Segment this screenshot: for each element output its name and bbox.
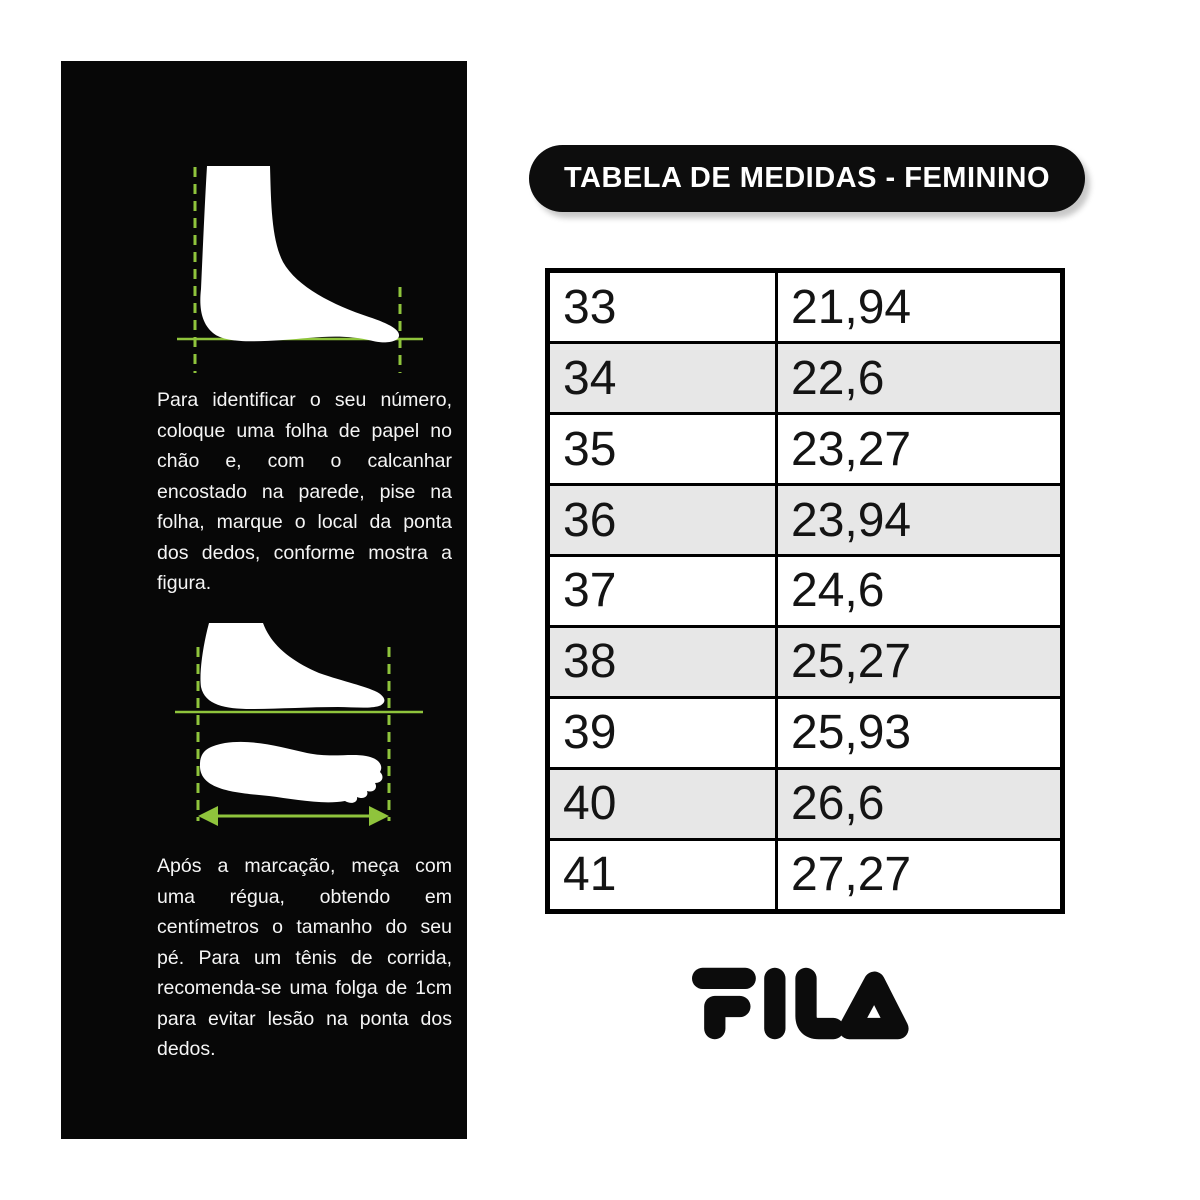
table-row [548, 555, 1063, 626]
size-cell: 35 [548, 414, 777, 485]
table-row [548, 343, 1063, 414]
table-title: TABELA DE MEDIDAS - FEMININO [563, 162, 1051, 194]
length-cell: 26,6 [777, 768, 1063, 839]
fila-a [849, 982, 898, 1028]
size-cell: 38 [548, 626, 777, 697]
size-cell: 34 [548, 343, 777, 414]
table-row [548, 485, 1063, 556]
instruction-paragraph-1: Para identificar o seu número, coloque uma folha de papel no chão e, com o calcanhar encostado na parede, pise na folha, marque o local da ponta dos dedos, conforme mostra a figura. [157, 389, 452, 594]
fila-l [806, 978, 833, 1028]
footprint-silhouette [200, 742, 383, 803]
length-cell: 27,27 [777, 839, 1063, 911]
table-title-banner [529, 145, 1085, 212]
table-row [548, 768, 1063, 839]
foot-silhouette [200, 623, 384, 709]
length-cell: 23,27 [777, 414, 1063, 485]
length-cell: 23,94 [777, 485, 1063, 556]
arrow-head-right [369, 806, 389, 826]
foot-length-measure-diagram [173, 617, 425, 829]
table-row [548, 839, 1063, 911]
fila-logo [692, 966, 920, 1044]
size-cell: 41 [548, 839, 777, 911]
table-row [548, 414, 1063, 485]
length-cell: 21,94 [777, 271, 1063, 343]
foot-silhouette [200, 166, 399, 342]
foot-side-diagram [173, 159, 425, 379]
table-row [548, 626, 1063, 697]
size-cell: 33 [548, 271, 777, 343]
length-cell: 22,6 [777, 343, 1063, 414]
table-row [548, 271, 1063, 343]
fila-f-body [715, 1007, 740, 1029]
size-cell: 39 [548, 697, 777, 768]
table-row [548, 697, 1063, 768]
size-cell: 37 [548, 555, 777, 626]
length-cell: 24,6 [777, 555, 1063, 626]
instruction-paragraph-2: Após a marcação, meça com uma régua, obtendo em centímetros o tamanho do seu pé. Para um tênis de corrida, recomenda-se uma folga de 1cm para evitar lesão na ponta dos dedos. [157, 855, 452, 1060]
size-cell: 40 [548, 768, 777, 839]
arrow-head-left [198, 806, 218, 826]
length-cell: 25,27 [777, 626, 1063, 697]
instructions-panel [61, 61, 467, 1139]
length-cell: 25,93 [777, 697, 1063, 768]
size-table [545, 268, 1065, 914]
size-cell: 36 [548, 485, 777, 556]
